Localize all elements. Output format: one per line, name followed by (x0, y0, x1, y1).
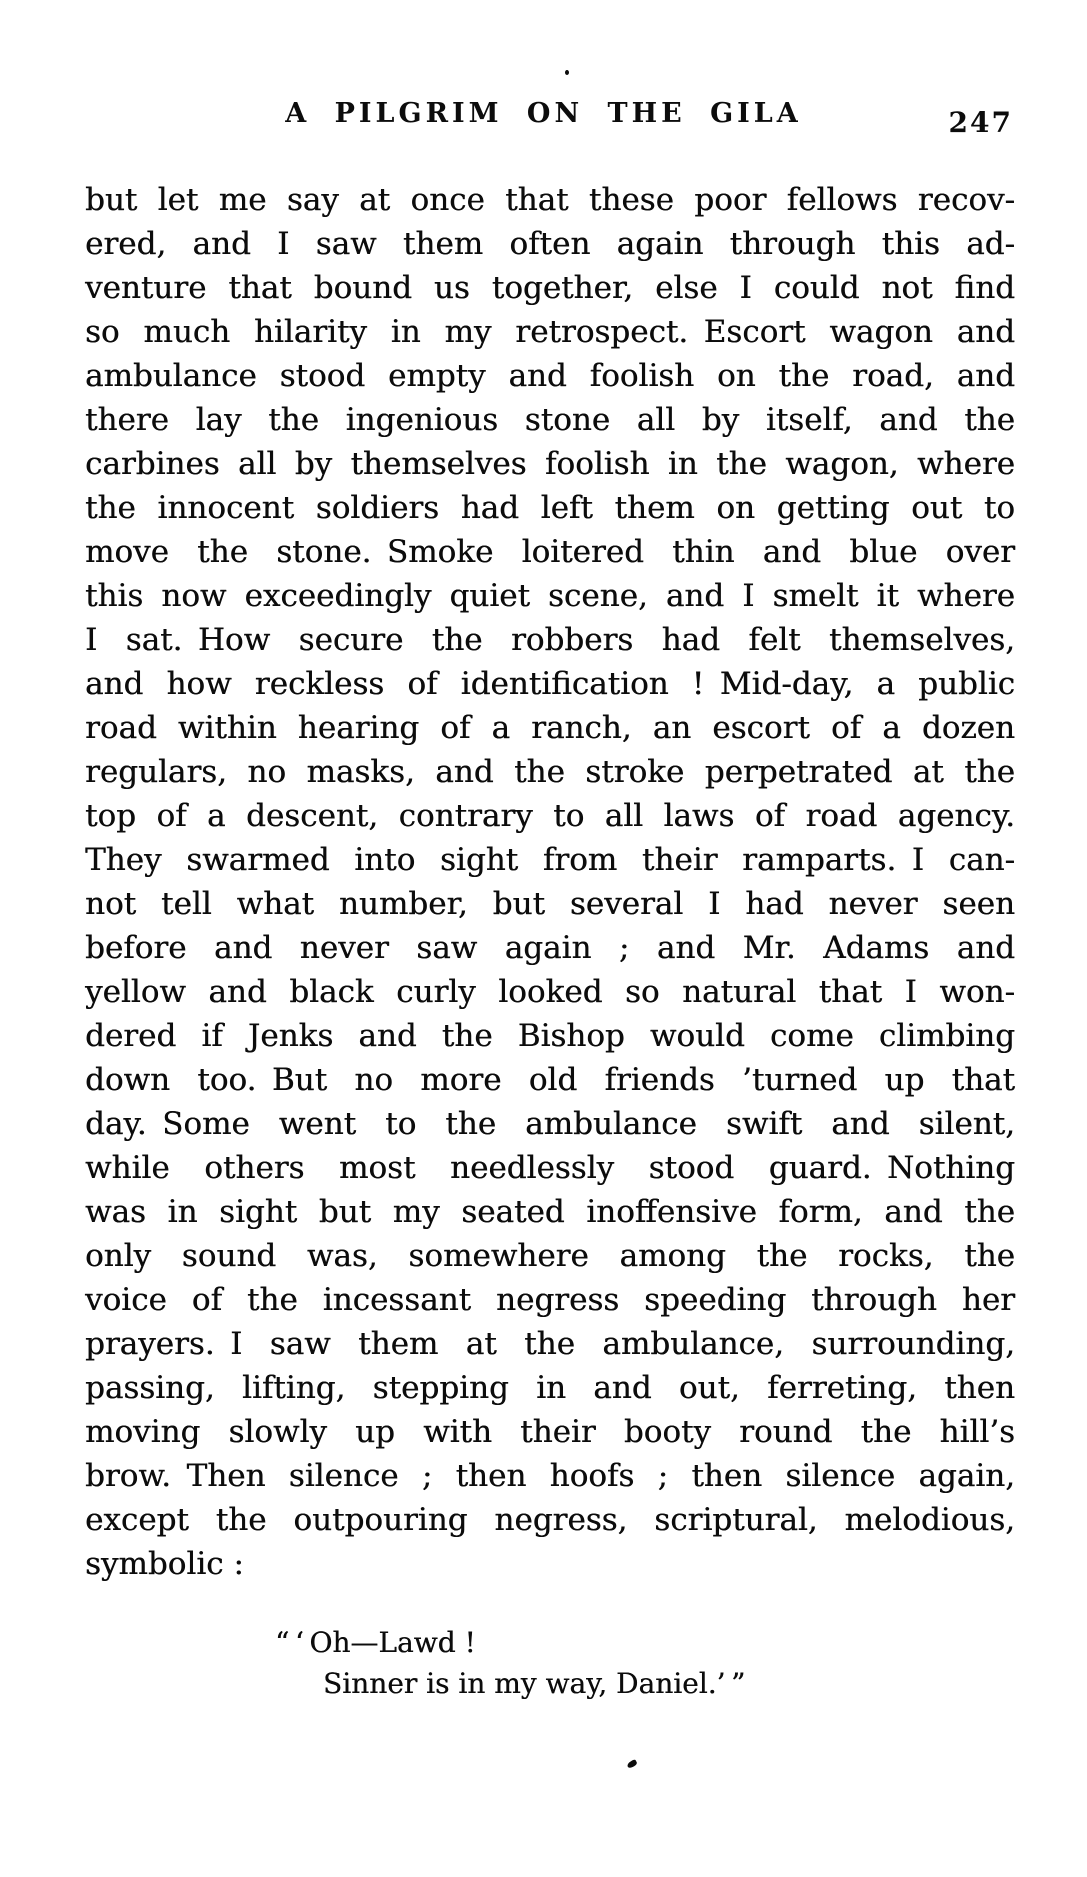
body-line: voice of the incessant negress speeding through her (85, 1282, 1015, 1318)
page-number: 247 (948, 106, 1013, 139)
body-line: venture that bound us together, else I could not find (85, 270, 1015, 306)
body-line: down too. But no more old friends ’turned up that (85, 1062, 1015, 1098)
body-line: day. Some went to the ambulance swift and silent, (85, 1106, 1015, 1142)
body-line: move the stone. Smoke loitered thin and blue over (85, 534, 1015, 570)
body-line: yellow and black curly looked so natural that I won- (85, 974, 1015, 1010)
body-line: was in sight but my seated inoffensive form, and the (85, 1194, 1015, 1230)
quote-line: Sinner is in my way, Daniel.’ ” (323, 1667, 746, 1700)
body-line: brow. Then silence ; then hoofs ; then silence again, (85, 1458, 1015, 1494)
body-line: before and never saw again ; and Mr. Adams and (85, 930, 1015, 966)
body-line: I sat. How secure the robbers had felt themselves, (85, 622, 1015, 658)
body-line: so much hilarity in my retrospect. Escort wagon and (85, 314, 1015, 350)
body-line: but let me say at once that these poor fellows recov- (85, 182, 1015, 218)
body-line: symbolic : (85, 1546, 244, 1582)
body-line: while others most needlessly stood guard. Nothing (85, 1150, 1015, 1186)
body-text (85, 178, 1015, 1586)
quote-block (85, 1622, 1015, 1704)
body-line: this now exceedingly quiet scene, and I smelt it where (85, 578, 1015, 614)
body-line: moving slowly up with their booty round the hill’s (85, 1414, 1015, 1450)
body-line: only sound was, somewhere among the rocks, the (85, 1238, 1015, 1274)
body-line: ered, and I saw them often again through this ad- (85, 226, 1015, 262)
quote-line: “ ‘ Oh—Lawd ! (275, 1626, 476, 1659)
body-line: the innocent soldiers had left them on getting out to (85, 490, 1015, 526)
body-line: there lay the ingenious stone all by itself, and the (85, 402, 1015, 438)
running-header (0, 98, 1087, 138)
body-line: road within hearing of a ranch, an escort of a dozen (85, 710, 1015, 746)
body-line: carbines all by themselves foolish in the wagon, where (85, 446, 1015, 482)
body-line: dered if Jenks and the Bishop would come climbing (85, 1018, 1015, 1054)
body-line: They swarmed into sight from their ramparts. I can- (85, 842, 1015, 878)
body-line: except the outpouring negress, scriptural, melodious, (85, 1502, 1015, 1538)
body-line: and how reckless of identification ! Mid-day, a public (85, 666, 1015, 702)
body-line: ambulance stood empty and foolish on the road, and (85, 358, 1015, 394)
ink-speck-top (565, 70, 569, 75)
body-line: prayers. I saw them at the ambulance, surrounding, (85, 1326, 1015, 1362)
body-line: passing, lifting, stepping in and out, ferreting, then (85, 1370, 1015, 1406)
page-title: A PILGRIM ON THE GILA (285, 98, 802, 129)
ink-speck-bottom (626, 1759, 638, 1769)
body-line: top of a descent, contrary to all laws of road agency. (85, 798, 1015, 834)
body-line: regulars, no masks, and the stroke perpetrated at the (85, 754, 1015, 790)
body-line: not tell what number, but several I had never seen (85, 886, 1015, 922)
